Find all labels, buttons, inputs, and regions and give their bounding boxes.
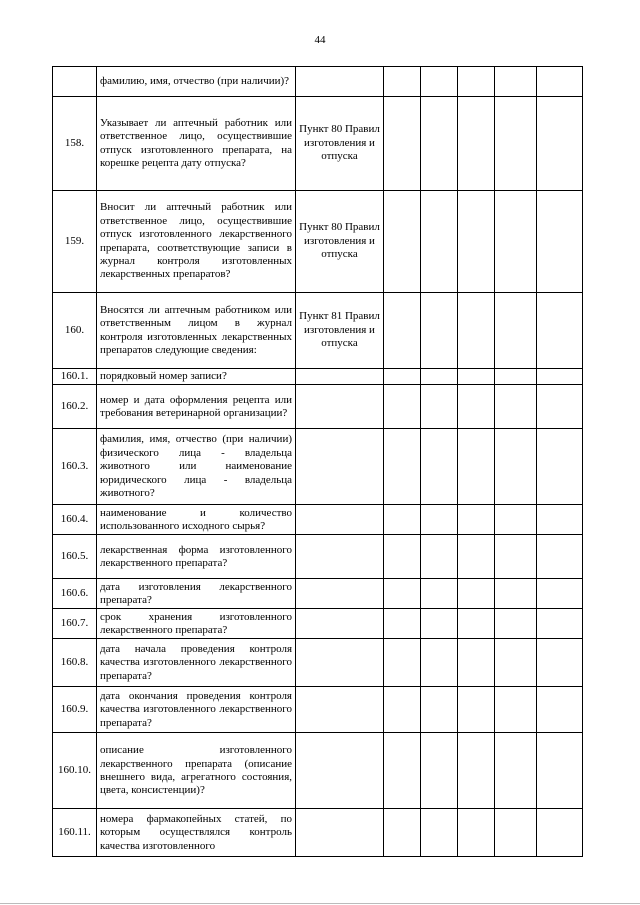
table-row <box>53 97 583 191</box>
empty-cell <box>384 639 421 687</box>
empty-cell <box>384 809 421 857</box>
row-number <box>53 67 97 97</box>
table-row <box>53 609 583 639</box>
empty-cell <box>421 639 458 687</box>
row-reference <box>296 687 384 733</box>
empty-cell <box>537 97 583 191</box>
row-reference <box>296 429 384 505</box>
row-question: описание изготовленного лекарственного препарата (описание внешнего вида, агрегатного состояния, цвета, консистенции)? <box>97 733 296 809</box>
empty-cell <box>384 293 421 369</box>
empty-cell <box>537 609 583 639</box>
empty-cell <box>384 385 421 429</box>
table-row <box>53 733 583 809</box>
table-row <box>53 369 583 385</box>
empty-cell <box>495 687 537 733</box>
row-question: дата начала проведения контроля качества изготовленного лекарственного препарата? <box>97 639 296 687</box>
empty-cell <box>537 687 583 733</box>
empty-cell <box>384 609 421 639</box>
row-reference <box>296 733 384 809</box>
empty-cell <box>421 97 458 191</box>
row-question: номера фармакопейных статей, по которым осуществлялся контроль качества изготовленного <box>97 809 296 857</box>
table-row <box>53 385 583 429</box>
row-question: срок хранения изготовленного лекарственного препарата? <box>97 609 296 639</box>
empty-cell <box>458 687 495 733</box>
table-row <box>53 191 583 293</box>
row-question: наименование и количество использованного исходного сырья? <box>97 505 296 535</box>
row-number: 160.5. <box>53 535 97 579</box>
empty-cell <box>537 67 583 97</box>
empty-cell <box>384 535 421 579</box>
empty-cell <box>384 429 421 505</box>
page-number: 44 <box>314 34 326 46</box>
row-number: 160.2. <box>53 385 97 429</box>
empty-cell <box>421 733 458 809</box>
empty-cell <box>458 609 495 639</box>
empty-cell <box>495 369 537 385</box>
row-number: 159. <box>53 191 97 293</box>
empty-cell <box>421 609 458 639</box>
row-number: 160.4. <box>53 505 97 535</box>
page-edge-divider <box>0 903 640 904</box>
row-number: 160.3. <box>53 429 97 505</box>
row-reference <box>296 535 384 579</box>
empty-cell <box>421 385 458 429</box>
row-question: дата окончания проведения контроля качества изготовленного лекарственного препарата? <box>97 687 296 733</box>
empty-cell <box>458 385 495 429</box>
row-question: лекарственная форма изготовленного лекарственного препарата? <box>97 535 296 579</box>
row-reference <box>296 369 384 385</box>
empty-cell <box>495 809 537 857</box>
empty-cell <box>458 733 495 809</box>
empty-cell <box>537 385 583 429</box>
table-row <box>53 639 583 687</box>
empty-cell <box>458 579 495 609</box>
empty-cell <box>421 429 458 505</box>
empty-cell <box>458 505 495 535</box>
empty-cell <box>384 369 421 385</box>
empty-cell <box>495 67 537 97</box>
empty-cell <box>495 505 537 535</box>
empty-cell <box>384 191 421 293</box>
row-reference: Пункт 80 Правил изготовления и отпуска <box>296 191 384 293</box>
empty-cell <box>384 97 421 191</box>
empty-cell <box>537 369 583 385</box>
table-row <box>53 535 583 579</box>
empty-cell <box>537 733 583 809</box>
row-reference <box>296 67 384 97</box>
empty-cell <box>495 429 537 505</box>
row-number: 158. <box>53 97 97 191</box>
row-reference <box>296 809 384 857</box>
row-reference <box>296 579 384 609</box>
empty-cell <box>537 535 583 579</box>
row-question: Вносятся ли аптечным работником или ответственным лицом в журнал контроля изготовленных лекарственных препаратов следующие сведения: <box>97 293 296 369</box>
checklist-table <box>52 66 583 857</box>
empty-cell <box>458 67 495 97</box>
empty-cell <box>458 191 495 293</box>
empty-cell <box>458 809 495 857</box>
empty-cell <box>537 809 583 857</box>
empty-cell <box>458 535 495 579</box>
row-reference <box>296 505 384 535</box>
empty-cell <box>537 505 583 535</box>
table-row <box>53 505 583 535</box>
table-row <box>53 579 583 609</box>
table-row <box>53 67 583 97</box>
row-question: порядковый номер записи? <box>97 369 296 385</box>
empty-cell <box>421 809 458 857</box>
empty-cell <box>537 579 583 609</box>
empty-cell <box>458 639 495 687</box>
empty-cell <box>537 639 583 687</box>
empty-cell <box>495 293 537 369</box>
row-number: 160.7. <box>53 609 97 639</box>
empty-cell <box>384 505 421 535</box>
empty-cell <box>384 733 421 809</box>
row-number: 160.11. <box>53 809 97 857</box>
empty-cell <box>421 535 458 579</box>
row-number: 160.1. <box>53 369 97 385</box>
empty-cell <box>495 639 537 687</box>
row-question: Вносит ли аптечный работник или ответственное лицо, осуществившие отпуск изготовленного лекарственного препарата, соответствующие записи в журнал контроля изготовленных лекарственных препаратов? <box>97 191 296 293</box>
table-row <box>53 429 583 505</box>
empty-cell <box>421 293 458 369</box>
empty-cell <box>537 191 583 293</box>
empty-cell <box>384 67 421 97</box>
empty-cell <box>495 579 537 609</box>
empty-cell <box>495 191 537 293</box>
empty-cell <box>458 97 495 191</box>
empty-cell <box>421 67 458 97</box>
row-reference <box>296 385 384 429</box>
row-reference <box>296 609 384 639</box>
empty-cell <box>537 429 583 505</box>
empty-cell <box>421 687 458 733</box>
row-reference <box>296 639 384 687</box>
table-row <box>53 809 583 857</box>
row-number: 160.9. <box>53 687 97 733</box>
row-question: фамилию, имя, отчество (при наличии)? <box>97 67 296 97</box>
empty-cell <box>458 429 495 505</box>
empty-cell <box>495 385 537 429</box>
empty-cell <box>384 579 421 609</box>
empty-cell <box>384 687 421 733</box>
row-number: 160.10. <box>53 733 97 809</box>
table-row <box>53 687 583 733</box>
empty-cell <box>495 609 537 639</box>
empty-cell <box>495 535 537 579</box>
table-row <box>53 293 583 369</box>
empty-cell <box>421 579 458 609</box>
row-question: фамилия, имя, отчество (при наличии) физического лица - владельца животного или наименование юридического лица - владельца животного? <box>97 429 296 505</box>
row-number: 160. <box>53 293 97 369</box>
row-question: дата изготовления лекарственного препарата? <box>97 579 296 609</box>
empty-cell <box>421 369 458 385</box>
empty-cell <box>421 505 458 535</box>
row-question: номер и дата оформления рецепта или требования ветеринарной организации? <box>97 385 296 429</box>
empty-cell <box>537 293 583 369</box>
row-reference: Пункт 80 Правил изготовления и отпуска <box>296 97 384 191</box>
empty-cell <box>495 97 537 191</box>
empty-cell <box>458 369 495 385</box>
empty-cell <box>421 191 458 293</box>
row-number: 160.8. <box>53 639 97 687</box>
row-number: 160.6. <box>53 579 97 609</box>
row-question: Указывает ли аптечный работник или ответственное лицо, осуществившие отпуск изготовленного препарата, на корешке рецепта дату отпуска? <box>97 97 296 191</box>
row-reference: Пункт 81 Правил изготовления и отпуска <box>296 293 384 369</box>
empty-cell <box>495 733 537 809</box>
empty-cell <box>458 293 495 369</box>
